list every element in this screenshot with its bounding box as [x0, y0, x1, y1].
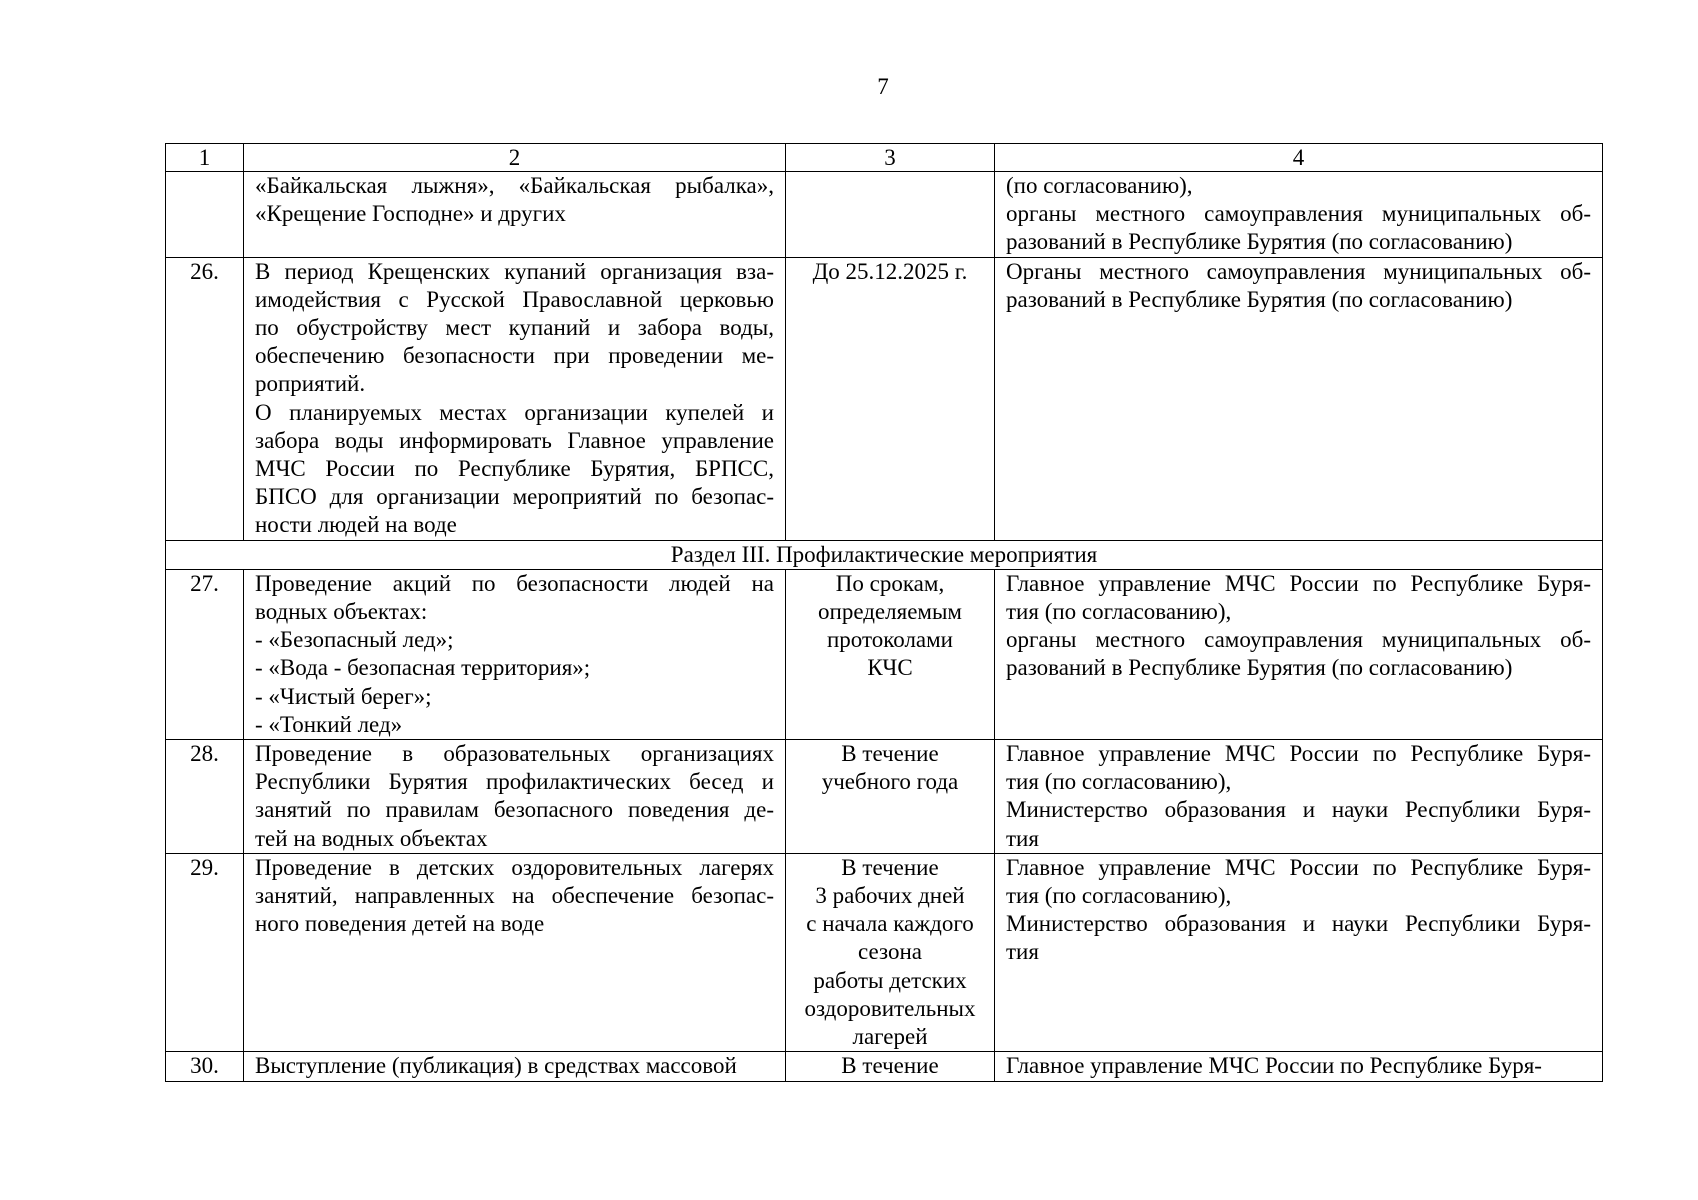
term-line: оздоровительных	[804, 995, 976, 1021]
term-cell	[786, 1052, 995, 1081]
term-cell	[786, 740, 995, 854]
event-line: имодействия с Русской Православной церковью	[255, 286, 774, 312]
term-line: 3 рабочих дней	[815, 883, 965, 909]
event-line: - «Безопасный лед»;	[255, 627, 454, 653]
event-line: по обустройству мест купаний и забора воды,	[255, 315, 774, 341]
column-header-term: 3	[786, 144, 995, 172]
event-line: ного поведения детей на воде	[255, 911, 545, 937]
event-line: тей на водных объектах	[255, 825, 488, 851]
table-row	[166, 569, 1603, 739]
row-number: 27.	[166, 569, 244, 739]
event-line: О планируемых местах организации купелей и	[255, 399, 774, 425]
event-line: «Крещение Господне» и других	[255, 201, 566, 227]
responsible-line: Главное управление МЧС России по Республике Буря-	[1006, 741, 1591, 767]
term-line: лагерей	[852, 1024, 928, 1050]
responsible-line: разований в Республике Бурятия (по согласованию)	[1006, 229, 1513, 255]
column-header-number: 1	[166, 144, 244, 172]
term-line: По срокам,	[835, 570, 945, 596]
term-line: учебного года	[821, 769, 959, 795]
responsible-line: разований в Республике Бурятия (по согласованию)	[1006, 655, 1513, 681]
responsible-line: органы местного самоуправления муниципальных об-	[1006, 201, 1591, 227]
event-line: МЧС России по Республике Бурятия, БРПСС,	[255, 456, 774, 482]
row-number	[166, 172, 244, 258]
responsible-line: тия (по согласованию),	[1006, 883, 1232, 909]
responsible-line: Органы местного самоуправления муниципальных об-	[1006, 258, 1591, 284]
event-line: обеспечению безопасности при проведении ме-	[255, 343, 774, 369]
responsible-line: разований в Республике Бурятия (по согласованию)	[1006, 286, 1513, 312]
row-number: 28.	[166, 740, 244, 854]
event-cell	[244, 257, 786, 540]
event-line: занятий по правилам безопасного поведения де-	[255, 797, 774, 823]
responsible-line: Министерство образования и науки Республики Буря-	[1006, 797, 1591, 823]
term-line: определяемым	[818, 599, 962, 625]
page-number: 7	[877, 74, 889, 99]
event-line: Проведение акций по безопасности людей на	[255, 570, 774, 596]
term-line: В течение	[841, 854, 939, 880]
row-number: 26.	[166, 257, 244, 540]
responsible-line: Главное управление МЧС России по Республике Буря-	[1006, 570, 1591, 596]
table-row	[166, 257, 1603, 540]
event-cell	[244, 172, 786, 258]
section-row	[166, 540, 1603, 569]
resp-cell	[995, 172, 1603, 258]
event-line: - «Чистый берег»;	[255, 683, 432, 709]
event-line: Выступление (публикация) в средствах массовой	[255, 1053, 737, 1079]
event-cell	[244, 853, 786, 1051]
event-line: - «Тонкий лед»	[255, 711, 403, 737]
column-header-responsible: 4	[995, 144, 1603, 172]
term-line: работы детских	[813, 967, 967, 993]
table-row	[166, 1052, 1603, 1081]
term-cell	[786, 853, 995, 1051]
resp-cell	[995, 569, 1603, 739]
event-line: - «Вода - безопасная территория»;	[255, 655, 591, 681]
event-line: Проведение в образовательных организациях	[255, 741, 774, 767]
table-header-row	[166, 144, 1603, 172]
event-line: роприятий.	[255, 371, 366, 397]
event-line: БПСО для организации мероприятий по безопас-	[255, 484, 774, 510]
row-number: 29.	[166, 853, 244, 1051]
term-cell	[786, 257, 995, 540]
term-line: В течение	[841, 741, 939, 767]
responsible-line: тия (по согласованию),	[1006, 769, 1232, 795]
event-line: Республики Бурятия профилактических бесед и	[255, 769, 774, 795]
column-header-event: 2	[244, 144, 786, 172]
event-cell	[244, 740, 786, 854]
responsible-line: тия	[1006, 825, 1039, 851]
table-row	[166, 740, 1603, 854]
section-title: Раздел III. Профилактические мероприятия	[166, 540, 1603, 569]
term-line: с начала каждого	[806, 911, 974, 937]
table-row	[166, 172, 1603, 258]
resp-cell	[995, 853, 1603, 1051]
term-line: В течение	[841, 1053, 939, 1079]
term-line: КЧС	[867, 655, 913, 681]
responsible-line: тия (по согласованию),	[1006, 599, 1232, 625]
resp-cell	[995, 257, 1603, 540]
responsible-line: Главное управление МЧС России по Республике Буря-	[1006, 1053, 1542, 1079]
event-cell	[244, 569, 786, 739]
responsible-line: органы местного самоуправления муниципальных об-	[1006, 627, 1591, 653]
event-line: В период Крещенских купаний организация вза-	[255, 258, 774, 284]
responsible-line: Главное управление МЧС России по Республике Буря-	[1006, 854, 1591, 880]
resp-cell	[995, 1052, 1603, 1081]
event-line: «Байкальская лыжня», «Байкальская рыбалка»,	[255, 173, 774, 198]
event-line: занятий, направленных на обеспечение безопас-	[255, 883, 774, 909]
responsible-line: (по согласованию),	[1006, 173, 1193, 198]
resp-cell	[995, 740, 1603, 854]
responsible-line: тия	[1006, 939, 1039, 965]
term-line: протоколами	[826, 627, 953, 653]
responsible-line: Министерство образования и науки Республики Буря-	[1006, 911, 1591, 937]
term-cell	[786, 172, 995, 258]
events-table	[165, 143, 1603, 1082]
event-cell	[244, 1052, 786, 1081]
table-row	[166, 853, 1603, 1051]
term-line: До 25.12.2025 г.	[812, 258, 968, 284]
term-line: сезона	[858, 939, 922, 965]
event-line: водных объектах:	[255, 599, 428, 625]
row-number: 30.	[166, 1052, 244, 1081]
event-line: ности людей на воде	[255, 512, 457, 538]
term-cell	[786, 569, 995, 739]
event-line: Проведение в детских оздоровительных лагерях	[255, 854, 774, 880]
event-line: забора воды информировать Главное управление	[255, 427, 774, 453]
